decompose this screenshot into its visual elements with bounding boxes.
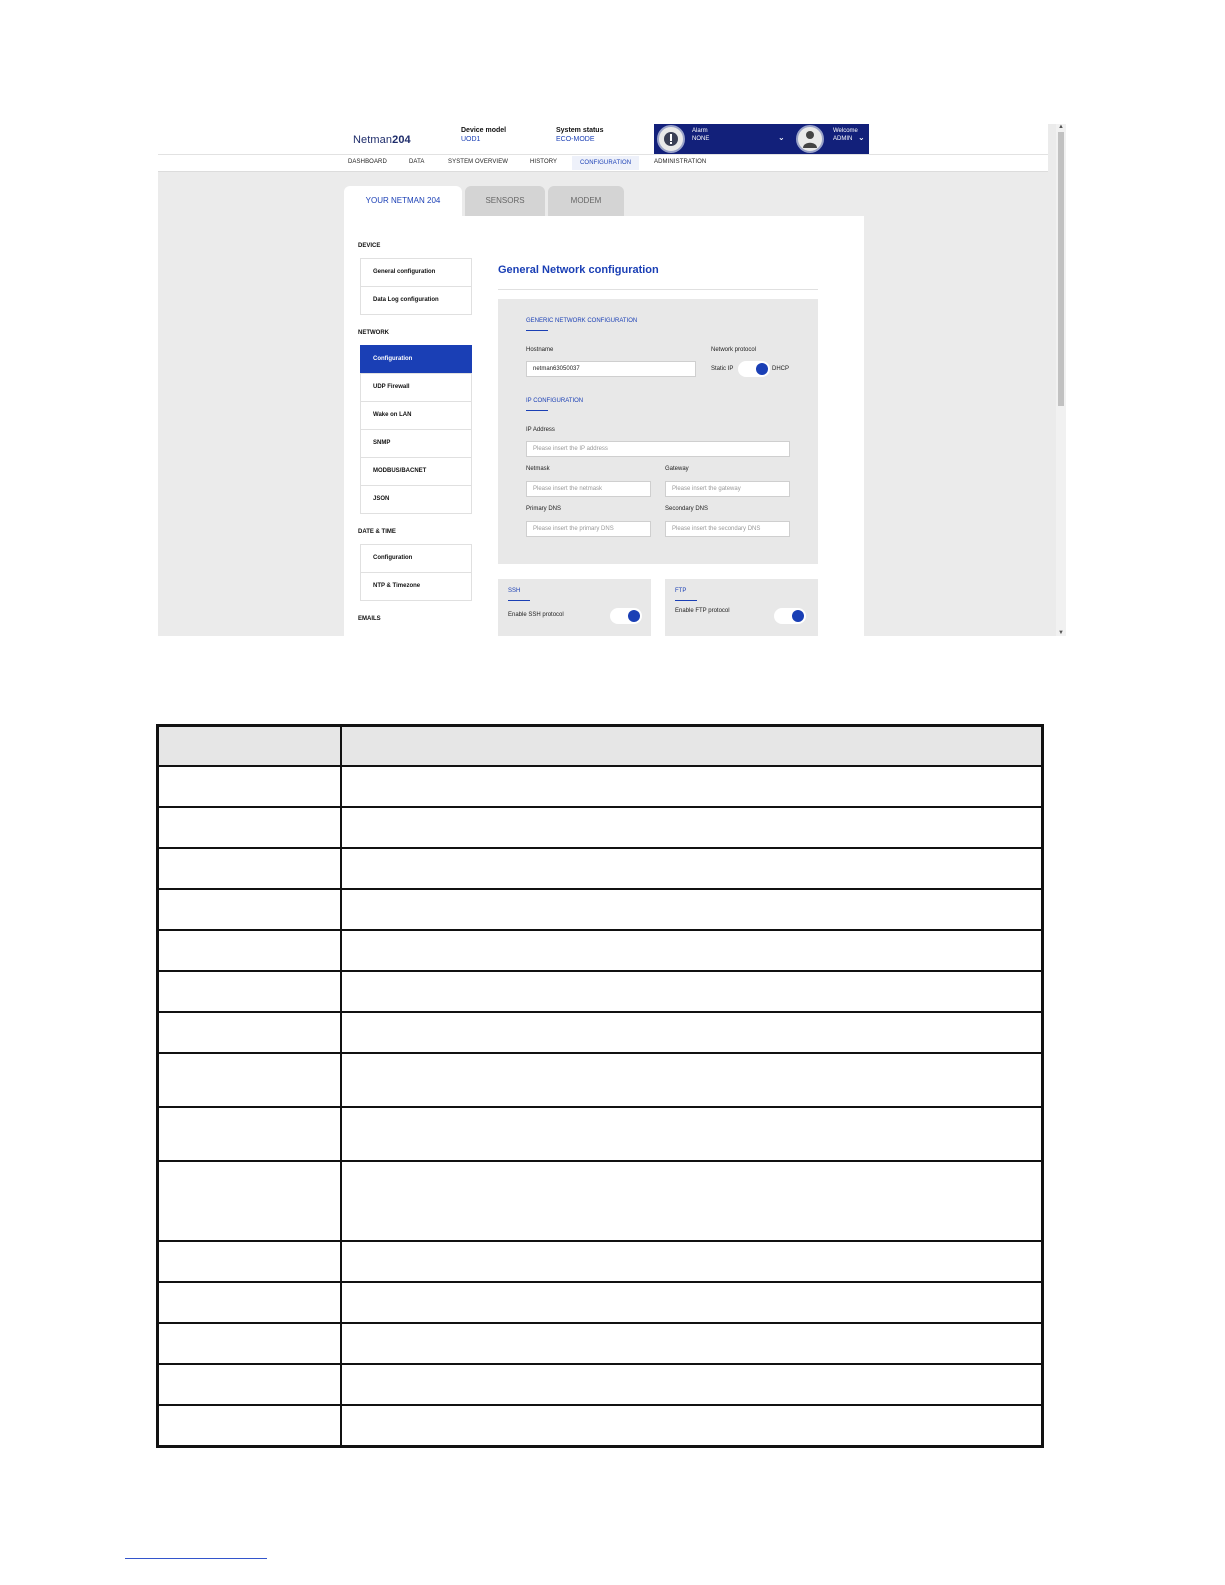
table-cell — [341, 1241, 1043, 1282]
sidebar-item-snmp[interactable]: SNMP — [360, 429, 472, 458]
scrollbar[interactable] — [1056, 124, 1066, 636]
main-nav — [158, 154, 1048, 172]
alarm-chevron-down-icon[interactable]: ⌄ — [778, 133, 785, 142]
tab-your-netman[interactable]: YOUR NETMAN 204 — [344, 186, 462, 216]
sidebar-item-datetime-configuration[interactable]: Configuration — [360, 544, 472, 573]
device-model-value: UOD1 — [461, 136, 481, 143]
sidebar-section-date-time: DATE & TIME — [358, 529, 396, 535]
ftp-heading: FTP — [675, 588, 687, 594]
table-row — [158, 807, 1043, 848]
static-ip-label: Static IP — [711, 366, 734, 372]
sidebar-item-data-log-configuration[interactable]: Data Log configuration — [360, 286, 472, 315]
sidebar-section-emails: EMAILS — [358, 616, 381, 622]
table-cell — [341, 1012, 1043, 1053]
scrollbar-thumb[interactable] — [1058, 132, 1064, 406]
nav-history[interactable]: HISTORY — [530, 159, 558, 165]
table-row — [158, 1012, 1043, 1053]
table-cell — [158, 1161, 342, 1241]
nav-dashboard[interactable]: DASHBOARD — [348, 159, 387, 165]
page-title: General Network configuration — [498, 264, 659, 276]
hostname-input[interactable]: netman63050037 — [526, 361, 696, 377]
table-row — [158, 1323, 1043, 1364]
scroll-up-icon[interactable]: ▲ — [1058, 124, 1064, 130]
top-header — [158, 124, 1048, 154]
netmask-label: Netmask — [526, 466, 550, 472]
sidebar-section-device: DEVICE — [358, 243, 381, 249]
table-cell — [158, 889, 342, 930]
app-screenshot — [158, 124, 1066, 636]
nav-configuration[interactable]: CONFIGURATION — [572, 156, 639, 170]
primary-dns-label: Primary DNS — [526, 506, 562, 512]
table-cell — [341, 1323, 1043, 1364]
nav-administration[interactable]: ADMINISTRATION — [654, 159, 707, 165]
nav-system-overview[interactable]: SYSTEM OVERVIEW — [448, 159, 509, 165]
heading-underline — [508, 600, 530, 601]
title-divider — [498, 289, 818, 290]
table-cell — [158, 1323, 342, 1364]
sidebar-section-network: NETWORK — [358, 330, 389, 336]
table-cell — [341, 1053, 1043, 1107]
sidebar-item-udp-firewall[interactable]: UDP Firewall — [360, 373, 472, 402]
table-row — [158, 1405, 1043, 1446]
table-header-row — [158, 726, 1043, 767]
heading-underline — [526, 410, 548, 411]
table-row — [158, 971, 1043, 1012]
header-cell — [341, 726, 1043, 767]
sidebar-item-modbus-bacnet[interactable]: MODBUS/BACNET — [360, 457, 472, 486]
table-cell — [158, 1107, 342, 1161]
table-cell — [341, 848, 1043, 889]
alarm-icon — [657, 125, 685, 153]
table-cell — [341, 807, 1043, 848]
netmask-input[interactable]: Please insert the netmask — [526, 481, 651, 497]
table-cell — [341, 1405, 1043, 1446]
table-row — [158, 1282, 1043, 1323]
table-cell — [158, 807, 342, 848]
header-cell — [158, 726, 342, 767]
nav-data[interactable]: DATA — [409, 159, 425, 165]
alarm-label: Alarm — [692, 128, 708, 134]
table-cell — [158, 971, 342, 1012]
alarm-panel — [654, 124, 869, 154]
table-cell — [158, 1364, 342, 1405]
heading-underline — [675, 600, 697, 601]
table-cell — [158, 930, 342, 971]
sidebar-item-wake-on-lan[interactable]: Wake on LAN — [360, 401, 472, 430]
alarm-value: NONE — [692, 136, 710, 142]
table-row — [158, 930, 1043, 971]
table-row — [158, 766, 1043, 807]
ip-configuration-heading: IP CONFIGURATION — [526, 398, 584, 404]
ip-address-input[interactable]: Please insert the IP address — [526, 441, 790, 457]
footer-link-underline[interactable] — [125, 1558, 267, 1559]
ssh-label: Enable SSH protocol — [508, 612, 564, 618]
table-cell — [158, 848, 342, 889]
tab-sensors[interactable]: SENSORS — [465, 186, 545, 216]
table-row — [158, 889, 1043, 930]
empty-table — [156, 724, 1044, 1448]
table-cell — [341, 766, 1043, 807]
sidebar-item-network-configuration[interactable]: Configuration — [360, 345, 472, 374]
table-cell — [158, 1405, 342, 1446]
toggle-knob — [628, 610, 640, 622]
table-row — [158, 1364, 1043, 1405]
primary-dns-input[interactable]: Please insert the primary DNS — [526, 521, 651, 537]
table-cell — [341, 1161, 1043, 1241]
toggle-knob — [756, 363, 768, 375]
table-cell — [341, 971, 1043, 1012]
table-row — [158, 848, 1043, 889]
table-cell — [158, 1241, 342, 1282]
tab-modem[interactable]: MODEM — [548, 186, 624, 216]
welcome-label: Welcome — [833, 128, 858, 134]
table-cell — [341, 930, 1043, 971]
table-cell — [341, 889, 1043, 930]
system-status-value: ECO-MODE — [556, 136, 595, 143]
ssh-heading: SSH — [508, 588, 521, 594]
protocol-toggle[interactable] — [738, 361, 770, 377]
ssh-toggle[interactable] — [610, 608, 642, 624]
hostname-label: Hostname — [526, 347, 554, 353]
gateway-label: Gateway — [665, 466, 689, 472]
secondary-dns-label: Secondary DNS — [665, 506, 709, 512]
table-cell — [158, 1053, 342, 1107]
secondary-dns-input[interactable]: Please insert the secondary DNS — [665, 521, 790, 537]
ip-address-label: IP Address — [526, 427, 555, 433]
user-name[interactable]: ADMIN — [833, 136, 853, 142]
table-cell — [341, 1107, 1043, 1161]
network-protocol-label: Network protocol — [711, 347, 757, 353]
table-cell — [341, 1364, 1043, 1405]
dhcp-label: DHCP — [772, 366, 790, 372]
table-row — [158, 1241, 1043, 1282]
heading-underline — [526, 330, 548, 331]
table-row — [158, 1107, 1043, 1161]
ftp-label: Enable FTP protocol — [675, 608, 730, 614]
system-status-label: System status — [556, 127, 604, 134]
generic-network-heading: GENERIC NETWORK CONFIGURATION — [526, 318, 638, 324]
toggle-knob — [792, 610, 804, 622]
sidebar-item-general-configuration[interactable]: General configuration — [360, 258, 472, 287]
table-cell — [158, 1012, 342, 1053]
sidebar-item-json[interactable]: JSON — [360, 485, 472, 514]
table-cell — [158, 766, 342, 807]
sidebar-item-ntp-timezone[interactable]: NTP & Timezone — [360, 572, 472, 601]
scroll-down-icon[interactable]: ▼ — [1058, 630, 1064, 636]
user-chevron-down-icon[interactable]: ⌄ — [858, 133, 865, 142]
table-row — [158, 1053, 1043, 1107]
gateway-input[interactable]: Please insert the gateway — [665, 481, 790, 497]
app-logo: Netman204 — [353, 134, 411, 146]
table-row — [158, 1161, 1043, 1241]
ftp-toggle[interactable] — [774, 608, 806, 624]
user-avatar-icon[interactable] — [796, 125, 824, 153]
device-model-label: Device model — [461, 127, 507, 134]
table-cell — [158, 1282, 342, 1323]
table-cell — [341, 1282, 1043, 1323]
